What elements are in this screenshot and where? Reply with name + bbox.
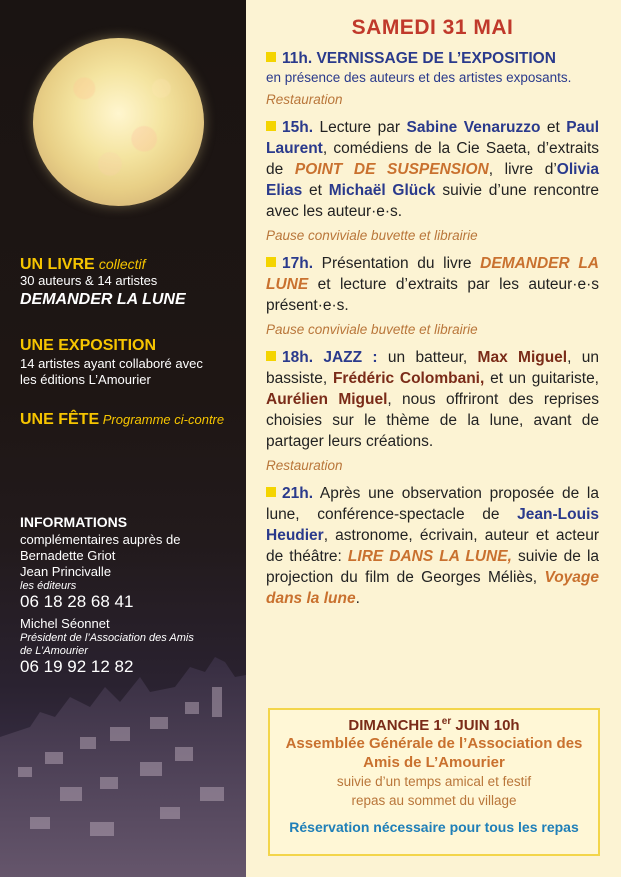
square-bullet-icon	[266, 121, 276, 131]
note-pause-2: Pause conviviale buvette et librairie	[266, 322, 478, 337]
text: suivie de la projection du film de Georges Méliès,	[266, 548, 600, 586]
text: Lecture par	[313, 119, 407, 136]
person-name: Sabine Venaruzzo	[406, 119, 541, 136]
expo-label: UNE EXPOSITION	[20, 337, 157, 354]
square-bullet-icon	[266, 351, 276, 361]
contact2-name: Michel Séonnet	[20, 616, 110, 631]
text: et	[302, 182, 329, 199]
sunday-heading-sup: er	[441, 716, 452, 727]
text: et	[540, 119, 567, 136]
expo-line2: les éditions L’Amourier	[20, 372, 151, 387]
text: suivie d’une rencontre avec les auteur·e·s.	[266, 182, 599, 220]
square-bullet-icon	[266, 257, 276, 267]
livre-title: DEMANDER LA LUNE	[20, 291, 186, 308]
note-pause-1: Pause conviviale buvette et librairie	[266, 228, 478, 243]
info-heading: INFORMATIONS	[20, 514, 128, 530]
note-restauration-1: Restauration	[266, 92, 343, 107]
event-15h	[266, 117, 599, 222]
book-title: POINT DE SUSPENSION	[294, 161, 489, 178]
person-name: Max Miguel	[477, 349, 568, 366]
sunday-line4: repas au sommet du village	[351, 793, 517, 808]
livre-sub: 30 auteurs & 14 artistes	[20, 273, 158, 288]
expo-line1: 14 artistes ayant collaboré avec	[20, 356, 203, 371]
day-title: SAMEDI 31 MAI	[351, 16, 514, 39]
event-17h	[266, 253, 599, 316]
square-bullet-icon	[266, 52, 276, 62]
person-name: Olivia Elias	[266, 161, 599, 199]
sunday-line1: Assemblée Générale de l’Association des	[285, 735, 583, 752]
sunday-box	[268, 708, 600, 856]
text: , astronome, écrivain, auteur et acteur de théâtre:	[266, 527, 599, 565]
event-11h	[266, 48, 599, 86]
sunday-heading	[270, 716, 598, 734]
person-name: Paul Laurent	[266, 119, 599, 157]
sunday-heading-b: JUIN 10h	[451, 717, 520, 734]
contact1-name1: Bernadette Griot	[20, 548, 116, 563]
sunday-line3: suivie d’un temps amical et festif	[336, 774, 532, 789]
event-11h-title: 11h. VERNISSAGE DE L’EXPOSITION	[282, 50, 556, 67]
contact1-role: les éditeurs	[20, 580, 77, 592]
fete-sub: Programme ci-contre	[102, 412, 225, 427]
livre-block	[20, 256, 186, 308]
text: Après une observation proposée de la lune, conférence-spectacle de	[266, 485, 599, 523]
livre-label: UN LIVRE	[20, 256, 95, 273]
text: , un bassiste,	[266, 349, 600, 387]
text: , nous offriront des reprises choisies sur le thème de la lune, avant de partager leurs créations.	[266, 391, 600, 450]
contact2-phone: 06 19 92 12 82	[20, 657, 134, 676]
square-bullet-icon	[266, 487, 276, 497]
film-title: Voyage dans la lune	[266, 569, 599, 607]
contact2-role1: Président de l’Association des Amis	[20, 632, 194, 644]
person-name: Aurélien Miguel	[266, 391, 388, 408]
contact2-role2: de L’Amourier	[20, 645, 88, 657]
person-name: Frédéric Colombani,	[332, 370, 485, 387]
person-name: Michaël Glück	[328, 182, 436, 199]
sunday-line2: Amis de L’Amourier	[363, 754, 505, 771]
person-name: Jean-Louis Heudier	[266, 506, 599, 544]
event-21h-time: 21h.	[282, 485, 314, 502]
event-18h-time: 18h. JAZZ :	[282, 349, 378, 366]
event-21h	[266, 483, 599, 609]
event-15h-time: 15h.	[282, 119, 314, 136]
moon-artwork	[33, 38, 204, 206]
text: un batteur,	[377, 349, 478, 366]
livre-collectif: collectif	[98, 256, 146, 272]
reservation-note: Réservation nécessaire pour tous les repas	[289, 819, 579, 835]
fete-label: UNE FÊTE	[20, 411, 100, 428]
note-restauration-2: Restauration	[266, 458, 343, 473]
text: et lecture d’extraits par les auteur·e·s présent·e·s.	[266, 276, 599, 314]
contact1-phone: 06 18 28 68 41	[20, 592, 134, 611]
event-11h-sub: en présence des auteurs et des artistes exposants.	[266, 70, 572, 85]
contact1-name2: Jean Princivalle	[20, 564, 112, 579]
text: .	[355, 590, 360, 607]
fete-block	[20, 411, 224, 429]
book-title: DEMANDER LA LUNE	[266, 255, 599, 293]
info-block	[20, 514, 194, 681]
text: , comédiens de la Cie Saeta, d’extraits de	[266, 140, 599, 178]
event-17h-time: 17h.	[282, 255, 314, 272]
event-18h	[266, 347, 599, 452]
text: Présentation du livre	[313, 255, 481, 272]
text: et un guitariste,	[484, 370, 599, 387]
exposition-block	[20, 336, 203, 388]
text: , livre d’	[488, 161, 557, 178]
info-line1: complémentaires auprès de	[20, 532, 181, 547]
sunday-heading-a: DIMANCHE 1	[348, 717, 442, 734]
left-panel	[0, 0, 246, 877]
book-title: LIRE DANS LA LUNE,	[347, 548, 512, 565]
